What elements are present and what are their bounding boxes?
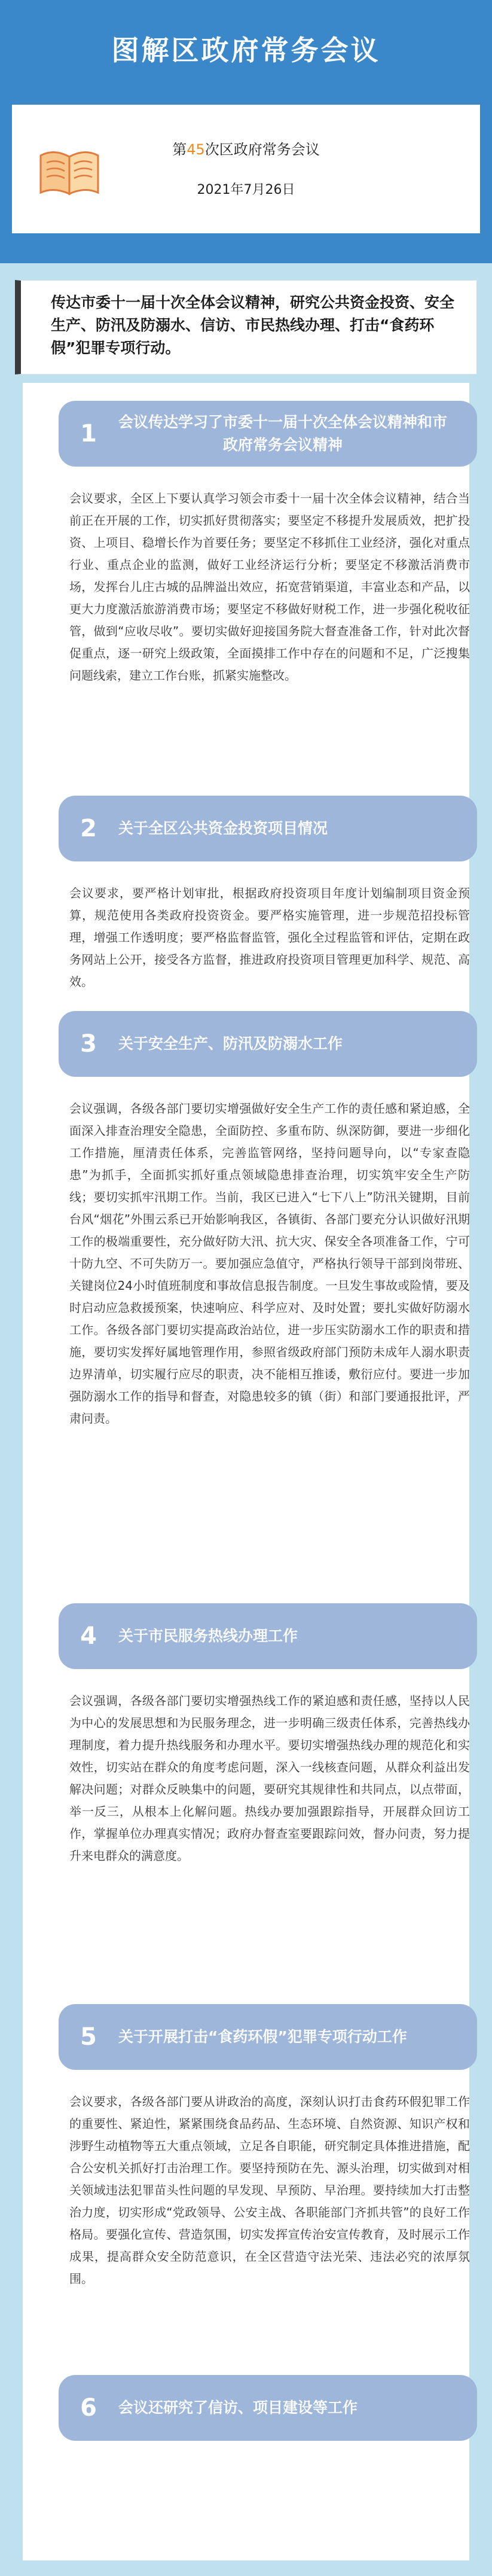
- page-header: [0, 0, 492, 263]
- section-title: 关于全区公共资金投资项目情况: [118, 820, 328, 837]
- section-title: 关于安全生产、防汛及防溺水工作: [118, 1035, 343, 1052]
- section-1-heading: [59, 401, 477, 467]
- content-panel: [23, 383, 469, 2560]
- section-number: 4: [80, 1622, 97, 1650]
- meeting-info-card: [12, 105, 480, 233]
- meeting-date: 2021年7月26日: [197, 182, 295, 197]
- section-2-heading: [59, 796, 477, 861]
- section-4-heading: [59, 1603, 477, 1669]
- section-3-heading: [59, 1011, 477, 1077]
- summary-text: 传达市委十一届十次全体会议精神，研究公共资金投资、安全生产、防汛及防溺水、信访、市民热线办理、打击“食药环假”犯罪专项行动。: [51, 294, 455, 357]
- session-line: [12, 138, 480, 159]
- summary-box: [15, 280, 477, 374]
- section-number: 6: [80, 2394, 97, 2422]
- section-2-body: 会议要求，要严格计划审批，根据政府投资项目年度计划编制项目资金预算，规范使用各类政府投资资金。要严格实施管理，进一步规范招投标管理，增强工作透明度；要严格监督监管，强化全过程监管和评估，定期在政务网站上公开，接受各方监督，推进政府投资项目管理更加科学、规范、高效。: [69, 886, 470, 989]
- section-6-heading: [59, 2375, 477, 2441]
- section-5-heading: [59, 2004, 477, 2070]
- section-3-body: 会议强调，各级各部门要切实增强做好安全生产工作的责任感和紧迫感，全面深入排查治理安全隐患，全面防控、多重布防、纵深防御，要进一步细化工作措施，厘清责任体系，完善监管网络，坚持问题导向，以“专家查隐患”为抓手，全面抓实抓好重点领域隐患排查治理，切实筑牢安全生产防线；要切实抓牢汛期工作。当前，我区已进入“七下八上”防汛关键期，目前台风“烟花”外围云系已开始影响我区，各镇街、各部门要充分认识做好汛期工作的极端重要性，充分做好防大汛、抗大灾、保安全各项准备工作，宁可十防九空、不可失防万一。要加强应急值守，严格执行领导干部到岗带班、关键岗位24小时值班制度和事故信息报告制度。一旦发生事故或险情，要及时启动应急救援预案，快速响应、科学应对、及时处置；要扎实做好防溺水工作。各级各部门要切实提高政治站位，进一步压实防溺水工作的职责和措施，要切实发挥好属地管理作用，参照省级政府部门预防未成年人溺水职责边界清单，切实履行应尽的职责，决不能相互推诿，敷衍应付。要进一步加强防溺水工作的指导和督查，对隐患较多的镇（街）和部门要通报批评，严肃问责。: [69, 1101, 470, 1426]
- section-1-body: 会议要求，全区上下要认真学习领会市委十一届十次全体会议精神，结合当前正在开展的工作，切实抓好贯彻落实；要坚定不移提升发展质效，把扩投资、上项目、稳增长作为首要任务；要坚定不移抓住工业经济，强化对重点行业、重点企业的监测，做好工业经济运行分析；要坚定不移激活消费市场，发挥台儿庄古城的品牌溢出效应，拓宽营销渠道，丰富业态和产品，以更大力度激活旅游消费市场；要坚定不移做好财税工作，进一步强化税收征管，做到“应收尽收”。要切实做好迎接国务院大督查准备工作，针对此次督促重点，逐一研究上级政策，全面摸排工作中存在的问题和不足，广泛搜集问题线索，建立工作台账，抓紧实施整改。: [69, 491, 470, 683]
- section-title: 会议传达学习了市委十一届十次全体会议精神和市政府常务会议精神: [118, 413, 447, 453]
- session-number: 45: [187, 141, 205, 158]
- section-number: 3: [80, 1030, 97, 1058]
- section-number: 2: [80, 815, 97, 842]
- section-number: 1: [80, 420, 97, 447]
- session-prefix: 第: [172, 141, 187, 158]
- section-4-body: 会议强调，各级各部门要切实增强热线工作的紧迫感和责任感，坚持以人民为中心的发展思想和为民服务理念，进一步明确三级责任体系，完善热线办理制度，着力提升热线服务和办理水平。要切实增强热线办理的规范化和实效性，切实站在群众的角度考虑问题，深入一线核查问题，从群众利益出发解决问题；对群众反映集中的问题，要研究其规律性和共同点，以点带面，举一反三，从根本上化解问题。热线办要加强跟踪指导，开展群众回访工作，掌握单位办理真实情况；政府办督查室要跟踪问效，督办问责，努力提升来电群众的满意度。: [69, 1694, 470, 1863]
- page-title: 图解区政府常务会议: [111, 34, 381, 66]
- section-5-body: 会议要求，各级各部门要从讲政治的高度，深刻认识打击食药环假犯罪工作的重要性、紧迫性，紧紧围绕食品药品、生态环境、自然资源、知识产权和涉野生动植物等五大重点领域，立足各自职能，研究制定具体推进措施，配合公安机关抓好打击治理工作。要坚持预防在先、源头治理，切实做到对相关领域违法犯罪苗头性问题的早发现、早预防、早治理。要持续加大打击整治力度，切实形成“党政领导、公安主战、各职能部门齐抓共管”的良好工作格局。要强化宣传、营造氛围，切实发挥宣传治安宣传教育，及时展示工作成果，提高群众安全防范意识，在全区营造守法光荣、违法必究的浓厚氛围。: [69, 2094, 470, 2286]
- section-number: 5: [80, 2023, 97, 2051]
- session-suffix: 次区政府常务会议: [204, 141, 320, 158]
- section-title: 关于开展打击“食药环假”犯罪专项行动工作: [118, 2028, 407, 2045]
- section-title: 会议还研究了信访、项目建设等工作: [118, 2399, 358, 2416]
- section-title: 关于市民服务热线办理工作: [118, 1627, 298, 1645]
